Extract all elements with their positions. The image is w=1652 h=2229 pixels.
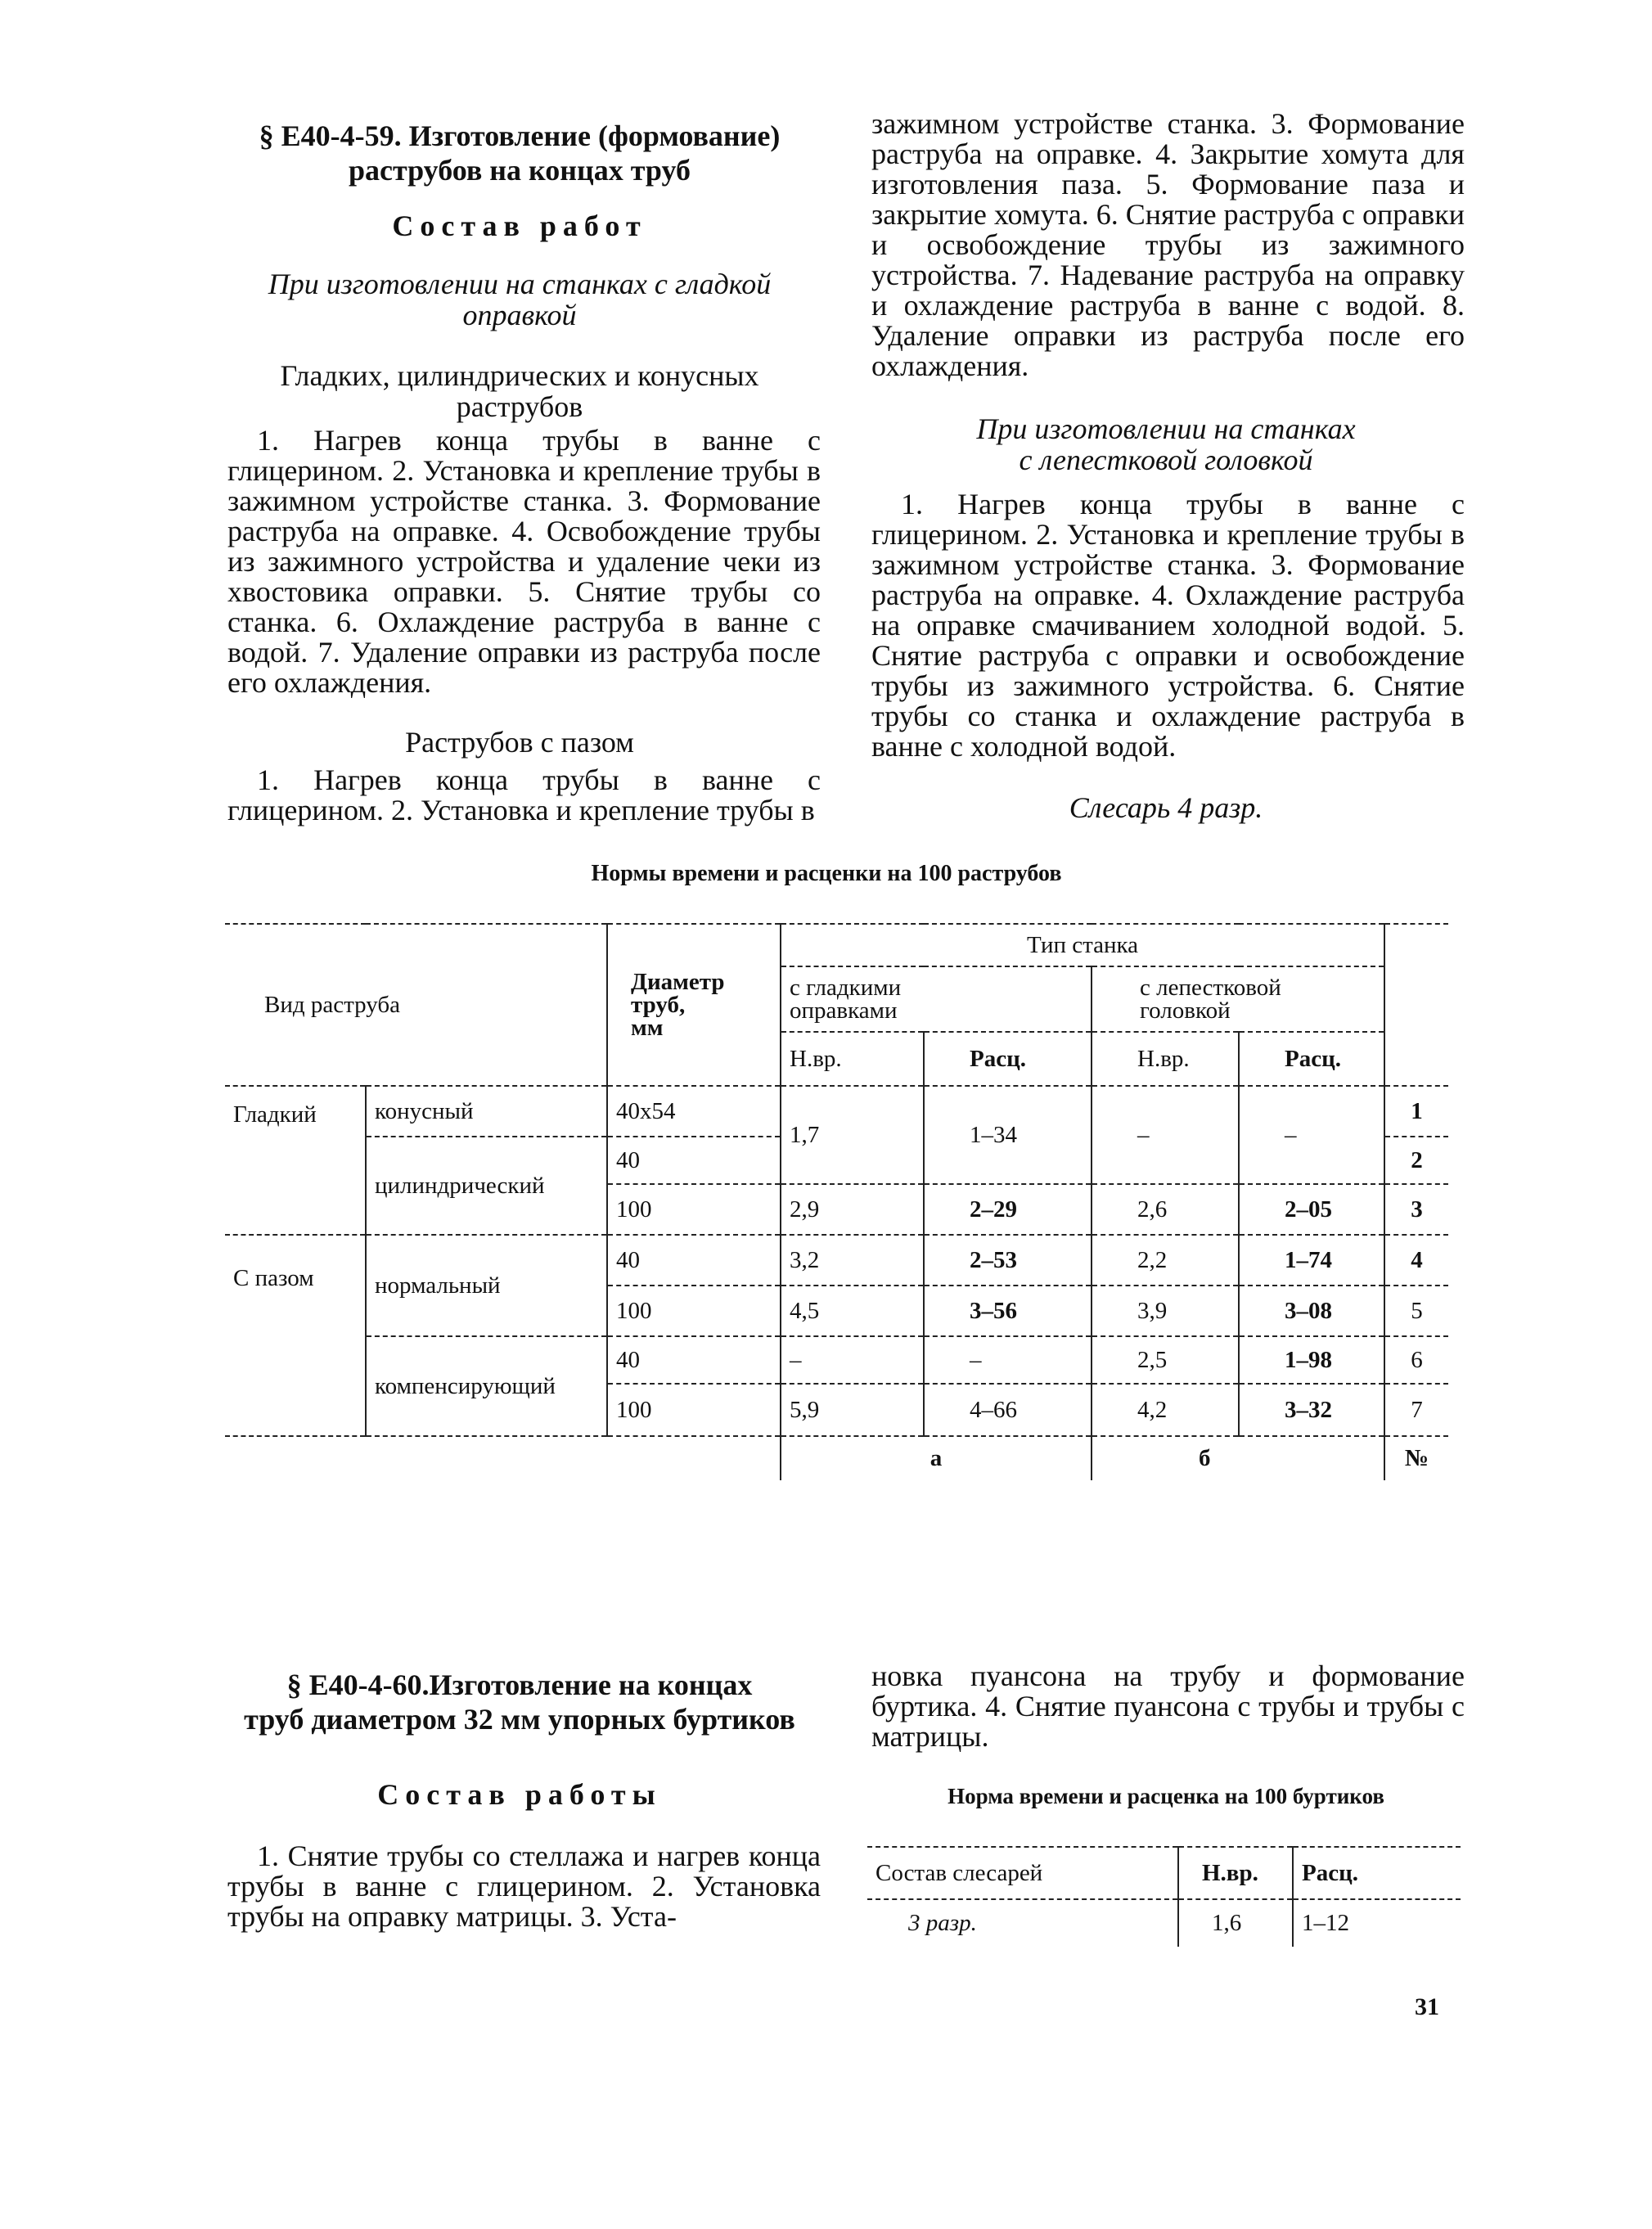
header-rasc: Расц. xyxy=(1293,1847,1461,1899)
cell-nvr-petal: 4,2 xyxy=(1092,1384,1239,1436)
header-vid-rastruba: Вид раструба xyxy=(225,924,607,1086)
cell-nvr-smooth: 1,7 xyxy=(781,1086,924,1184)
subheading-line: раструбов xyxy=(456,390,583,423)
subheading-groove-sockets: Раструбов с пазом xyxy=(405,726,634,759)
footer-col-a: а xyxy=(781,1436,1092,1480)
cell-rasc-smooth: 2–53 xyxy=(924,1235,1092,1286)
subheading-line: При изготовлении на станках xyxy=(976,412,1356,445)
cell-rasc-smooth: 3–56 xyxy=(924,1286,1092,1336)
header-rasc: Расц. xyxy=(1285,1045,1342,1072)
type-compensating: компенсирующий xyxy=(366,1336,607,1436)
subheading-line: оправкой xyxy=(462,299,577,331)
footer-blank xyxy=(225,1436,781,1480)
cell-nvr: 1,6 xyxy=(1178,1899,1293,1947)
cell-diameter: 40 xyxy=(607,1235,781,1286)
cell-rasc-smooth: 4–66 xyxy=(924,1384,1092,1436)
sostav-rabot-title: Состав работ xyxy=(392,209,647,242)
header-diameter-line: труб, xyxy=(631,992,686,1018)
heading-line: труб диаметром 32 мм упорных буртиков xyxy=(244,1703,795,1736)
paragraph-smooth-sockets: 1. Нагрев конца трубы в ванне с глицерином. 2. Установка и крепление трубы в зажимном устройстве станка. 3. Формование раструба на оправке. 4. Освобождение трубы из зажимного устройства и удаление чеки из хвостовика оправки. 5. Снятие трубы со станка. 6. Охлаждение раструба в ванне с водой. 7. Удаление оправки из раструба после его охлаждения. xyxy=(227,424,821,699)
table-caption-60: Норма времени и расценка на 100 буртиков xyxy=(948,1784,1384,1808)
diameter-value: 40х54 xyxy=(616,1097,676,1124)
cell-nvr-smooth: 3,2 xyxy=(781,1235,924,1286)
cell-diameter xyxy=(607,1086,781,1137)
cell-rasc-smooth: 1–34 xyxy=(924,1086,1092,1184)
type-conical: конусный xyxy=(366,1086,607,1137)
footer-col-b: б xyxy=(1092,1436,1384,1480)
cell-diameter: 100 xyxy=(607,1384,781,1436)
header-line: головкой xyxy=(1140,997,1231,1024)
cell-nvr-petal: 3,9 xyxy=(1092,1286,1239,1336)
paragraph-section-60-right: новка пуансона на трубу и формование буртика. 4. Снятие пуансона с трубы и трубы с матрицы. xyxy=(871,1659,1465,1753)
row-number: 3 xyxy=(1384,1184,1448,1235)
header-line: с гладкими xyxy=(790,975,902,1001)
cell-rasc-petal: – xyxy=(1239,1086,1384,1184)
header-smooth-mandrels xyxy=(781,966,1092,1032)
table-caption-59: Нормы времени и расценки на 100 раструбов xyxy=(591,861,1062,886)
header-nvr: Н.вр. xyxy=(781,1032,924,1086)
cell-nvr-petal: 2,2 xyxy=(1092,1235,1239,1286)
worker-grade: Слесарь 4 разр. xyxy=(1069,791,1263,824)
header-rasc: Расц. xyxy=(924,1032,1092,1086)
header-sostav: Состав слесарей xyxy=(867,1847,1178,1899)
header-row-number xyxy=(1384,924,1448,1086)
row-number: 4 xyxy=(1384,1235,1448,1286)
cell-diameter: 100 xyxy=(607,1184,781,1235)
row-number: 5 xyxy=(1384,1286,1448,1336)
heading-line: § Е40-4-60.Изготовление на концах xyxy=(286,1668,753,1701)
type-cylindrical: цилиндрический xyxy=(366,1137,607,1235)
cell-razr: 3 разр. xyxy=(867,1899,1178,1947)
cell-rasc-smooth: – xyxy=(924,1336,1092,1384)
subheading-petal-head xyxy=(867,413,1465,475)
paragraph-groove-sockets xyxy=(227,765,821,826)
cell-diameter: 100 xyxy=(607,1286,781,1336)
subheading-line: Гладких, цилиндрических и конусных xyxy=(280,359,759,392)
header-diameter-line: Диаметр xyxy=(631,969,725,995)
row-number: 1 xyxy=(1384,1086,1448,1137)
row-number: 7 xyxy=(1384,1384,1448,1436)
cell-rasc-petal: 1–98 xyxy=(1239,1336,1384,1384)
cell-nvr-petal: 2,5 xyxy=(1092,1336,1239,1384)
paragraph-petal-head: 1. Нагрев конца трубы в ванне с глицерином. 2. Установка и крепление трубы в зажимном устройстве станка. 3. Формование раструба на оправке. 4. Охлаждение раструба на оправке смачиванием холодной водой. 5. Снятие раструба с оправки и освобождение трубы из зажимного устройства. 6. Снятие трубы со станка и охлаждение раструба в ванне с холодной водой. xyxy=(871,488,1465,763)
subheading-line: При изготовлении на станках с гладкой xyxy=(268,268,772,300)
paragraph-text: 1. Нагрев конца трубы в ванне с глицерином. 2. Установка и крепление трубы в xyxy=(227,763,821,826)
section-59-heading xyxy=(221,119,818,187)
header-nvr: Н.вр. xyxy=(1092,1032,1239,1086)
subheading-smooth-sockets xyxy=(221,360,818,422)
cell-nvr-smooth: 2,9 xyxy=(781,1184,924,1235)
header-line: с лепестковой xyxy=(1140,975,1281,1001)
footer-col-number: № xyxy=(1384,1436,1448,1480)
cell-nvr-petal: 2,6 xyxy=(1092,1184,1239,1235)
row-number: 6 xyxy=(1384,1336,1448,1384)
header-nvr: Н.вр. xyxy=(1178,1847,1293,1899)
row-number: 2 xyxy=(1384,1137,1448,1184)
paragraph-groove-continued: зажимном устройстве станка. 3. Формование раструба на оправке. 4. Закрытие хомута для изготовления паза. 5. Формование паза и закрытие хомута. 6. Снятие раструба с оправки и освобождение трубы из зажимного устройства. 7. Надевание раструба на оправку и охлаждение раструба в ванне с водой. 8. Удаление оправки из раструба после его охлаждения. xyxy=(871,107,1465,382)
norms-table-60 xyxy=(867,1846,1461,1947)
cell-rasc-petal: 3–32 xyxy=(1239,1384,1384,1436)
cell-rasc-smooth: 2–29 xyxy=(924,1184,1092,1235)
cell-nvr-smooth: 5,9 xyxy=(781,1384,924,1436)
cell-diameter: 40 xyxy=(607,1336,781,1384)
cell-rasc: 1–12 xyxy=(1302,1910,1349,1936)
subheading-line: с лепестковой головкой xyxy=(1019,444,1313,476)
header-line: оправками xyxy=(790,997,898,1024)
group-smooth: Гладкий xyxy=(225,1086,366,1235)
cell-nvr-smooth: 4,5 xyxy=(781,1286,924,1336)
heading-line: раструбов на концах труб xyxy=(349,154,691,187)
cell-rasc-petal: 2–05 xyxy=(1239,1184,1384,1235)
page-number: 31 xyxy=(1415,1993,1439,2020)
cell-nvr-petal: – xyxy=(1092,1086,1239,1184)
group-groove: С пазом xyxy=(225,1235,366,1436)
header-machine-type: Тип станка xyxy=(781,924,1384,966)
cell-nvr-smooth: – xyxy=(781,1336,924,1384)
type-normal: нормальный xyxy=(366,1235,607,1336)
paragraph-section-60-left: 1. Снятие трубы со стеллажа и нагрев конца трубы в ванне с глицерином. 2. Установка трубы на оправку матрицы. 3. Уста- xyxy=(227,1839,821,1933)
header-diameter xyxy=(607,924,781,1086)
cell-rasc-petal: 1–74 xyxy=(1239,1235,1384,1286)
section-60-heading xyxy=(221,1668,818,1736)
subheading-smooth-mandrel xyxy=(221,268,818,331)
header-diameter-line: мм xyxy=(631,1015,664,1041)
header-petal-head xyxy=(1092,966,1384,1032)
cell-diameter: 40 xyxy=(607,1137,781,1184)
heading-line: § Е40-4-59. Изготовление (формование) xyxy=(259,119,781,152)
cell-rasc-petal: 3–08 xyxy=(1239,1286,1384,1336)
norms-table-59 xyxy=(225,923,1448,1480)
sostav-raboty-title: Состав работы xyxy=(377,1778,662,1811)
